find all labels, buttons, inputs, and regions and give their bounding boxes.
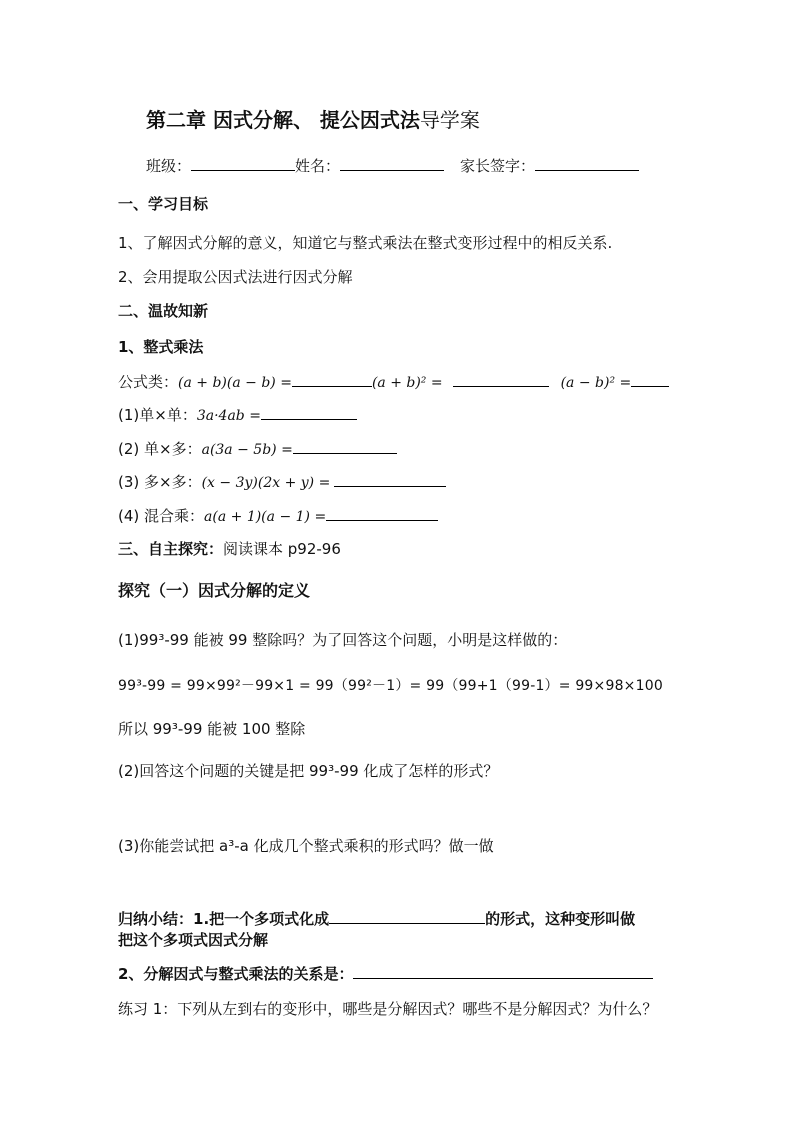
section-heading-explore [118, 539, 341, 559]
item-1-expr: 3a·4ab = [196, 408, 261, 424]
goal-2: 2、会用提取公因式法进行因式分解 [118, 268, 353, 286]
title-main: 第二章 因式分解、 提公因式法 [146, 108, 420, 132]
summary-after: 的形式，这种变形叫做 [485, 910, 636, 928]
item-1-label: (1)单×单： [118, 406, 197, 424]
exercise-1: 练习 1：下列从左到右的变形中，哪些是分解因式？哪些不是分解因式？为什么？ [118, 1000, 658, 1018]
summary-line-2: 把这个多项式因式分解 [118, 931, 269, 949]
name-blank[interactable] [340, 155, 444, 171]
formula-3-blank[interactable] [631, 371, 669, 387]
item-3-label: (3) 多×多： [118, 473, 202, 491]
item-4-blank[interactable] [326, 505, 438, 521]
item-4 [118, 505, 438, 527]
formula-1-blank[interactable] [292, 371, 372, 387]
formula-2: (a + b)² = [371, 375, 443, 391]
subheading-multiplication: 1、整式乘法 [118, 338, 204, 356]
item-3-expr: (x − 3y)(2x + y) = [201, 475, 331, 491]
info-row [146, 155, 639, 176]
item-1 [118, 404, 357, 426]
item-3 [118, 471, 446, 493]
item-4-label: (4) 混合乘： [118, 507, 205, 525]
formula-row [118, 371, 669, 393]
explore-title: 探究（一）因式分解的定义 [118, 581, 311, 600]
summary-item-2 [118, 963, 653, 984]
section-heading-goals: 一、学习目标 [118, 195, 209, 213]
conclusion: 所以 99³-99 能被 100 整除 [118, 720, 306, 738]
summary-item-2-blank[interactable] [353, 963, 653, 979]
question-3: (3)你能尝试把 a³-a 化成几个整式乘积的形式吗？做一做 [118, 837, 494, 855]
title-suffix: 导学案 [419, 108, 480, 132]
explore-heading: 三、自主探究： [118, 540, 224, 558]
formula-2-blank[interactable] [453, 371, 549, 387]
item-2 [118, 438, 397, 460]
item-2-blank[interactable] [293, 438, 397, 454]
item-2-label: (2) 单×多： [118, 440, 202, 458]
item-1-blank[interactable] [261, 404, 357, 420]
question-2: (2)回答这个问题的关键是把 99³-99 化成了怎样的形式？ [118, 762, 499, 780]
summary-blank[interactable] [329, 908, 485, 924]
parent-blank[interactable] [535, 155, 639, 171]
item-2-expr: a(3a − 5b) = [201, 442, 293, 458]
formula-1: (a + b)(a − b) = [178, 375, 292, 391]
explore-heading-rest: 阅读课本 p92-96 [223, 540, 341, 558]
goal-1: 1、了解因式分解的意义，知道它与整式乘法在整式变形过程中的相反关系. [118, 234, 613, 252]
name-label: 姓名： [295, 157, 341, 175]
formula-label: 公式类： [118, 373, 179, 391]
item-3-blank[interactable] [334, 471, 446, 487]
class-label: 班级： [146, 157, 192, 175]
section-heading-review: 二、温故知新 [118, 302, 209, 320]
calculation: 99³-99 = 99×99²－99×1 = 99（99²－1）= 99（99+1（99-1）= 99×98×100 [118, 678, 663, 694]
page-title [146, 107, 480, 133]
item-4-expr: a(a + 1)(a − 1) = [204, 509, 327, 525]
summary-line-1 [118, 908, 635, 929]
summary-item-2-label: 2、分解因式与整式乘法的关系是： [118, 965, 354, 983]
formula-3: (a − b)² = [560, 375, 632, 391]
class-blank[interactable] [191, 155, 295, 171]
question-1: (1)99³-99 能被 99 整除吗？为了回答这个问题，小明是这样做的： [118, 631, 568, 649]
parent-label: 家长签字： [460, 157, 536, 175]
summary-label: 归纳小结：1.把一个多项式化成 [118, 910, 330, 928]
